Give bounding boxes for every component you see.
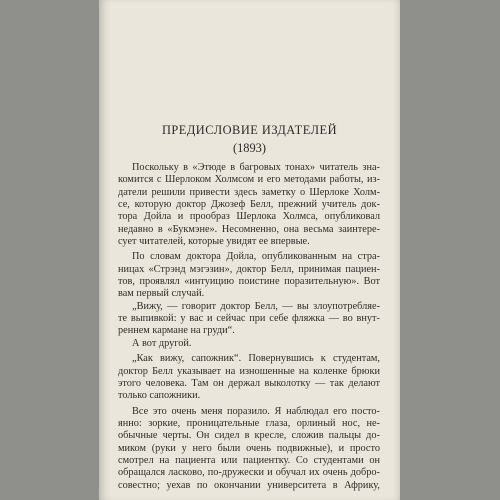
text-line: вам первый случай. <box>118 288 205 300</box>
text-line: те выпивкой: у вас и сейчас при себе фляжка — во внут- <box>118 313 380 325</box>
text-line: ницах «Стрэнд мэгэзин», доктор Белл, принимая пациен- <box>118 263 380 275</box>
text-line: сует читателей, которые увидят ее впервые. <box>118 236 310 248</box>
paragraph-5 <box>118 353 380 402</box>
text-line: реннем кармане на груди“. <box>118 325 235 337</box>
text-line: миком (руки у него были очень подвижные), и просто <box>118 442 380 454</box>
book-page <box>99 0 400 500</box>
text-line: этого человека. Там он держал выколотку — так делают <box>118 377 380 389</box>
text-line: Поскольку в «Этюде в багровых тонах» читатель зна- <box>132 162 380 173</box>
text-line: обычные черты. Он сидел в кресле, сложив пальцы до- <box>118 430 380 442</box>
text-line: смотрел на пациента или пациентку. Со студентами он <box>118 454 380 466</box>
text-line: тов, проявлял «интуицию поистине поразительную». Вот <box>118 276 380 288</box>
text-line: комится с Шерлоком Холмсом и его методами работы, из- <box>118 174 380 186</box>
text-line: „Вижу, — говорит доктор Белл, — вы злоупотребляе- <box>132 300 380 312</box>
text-line: датели решили привести здесь заметку о Шерлоке Холм- <box>118 186 380 198</box>
paragraph-4 <box>118 338 380 350</box>
text-line: только сапожники. <box>118 390 201 402</box>
chapter-title: ПРЕДИСЛОВИЕ ИЗДАТЕЛЕЙ <box>161 123 338 137</box>
paragraph-3 <box>118 301 380 338</box>
text-line: „Как вижу, сапожник“. Повернувшись к студентам, <box>132 353 380 365</box>
text-line: совестно; уехав по окончании университета в Африку, <box>118 479 380 491</box>
text-line: А вот другой. <box>132 337 192 349</box>
paragraph-2 <box>118 251 380 300</box>
paragraph-6 <box>118 406 380 492</box>
text-line: По словам доктора Дойла, опубликованным на стра- <box>132 251 380 263</box>
text-line: се, которую доктор Джозеф Белл, прежний учитель док- <box>118 199 380 211</box>
text-line: янно: зоркие, проницательные глаза, орлиный нос, не- <box>118 417 380 429</box>
text-line: тора Дойла и прообраз Шерлока Холмса, опубликовал <box>118 211 380 223</box>
body-text <box>118 162 380 492</box>
text-line: обращался ласково, по-дружески и обучал их очень добро- <box>118 467 380 479</box>
text-line: недавно в «Букмэне». Несомненно, она весьма заинтере- <box>118 223 380 235</box>
paragraph-1 <box>118 162 380 248</box>
text-line: Все это очень меня поразило. Я наблюдал его посто- <box>132 405 380 417</box>
text-line: доктор Белл указывает на изношенные на коленке брюки <box>118 365 380 377</box>
chapter-year: (1893) <box>232 141 267 155</box>
